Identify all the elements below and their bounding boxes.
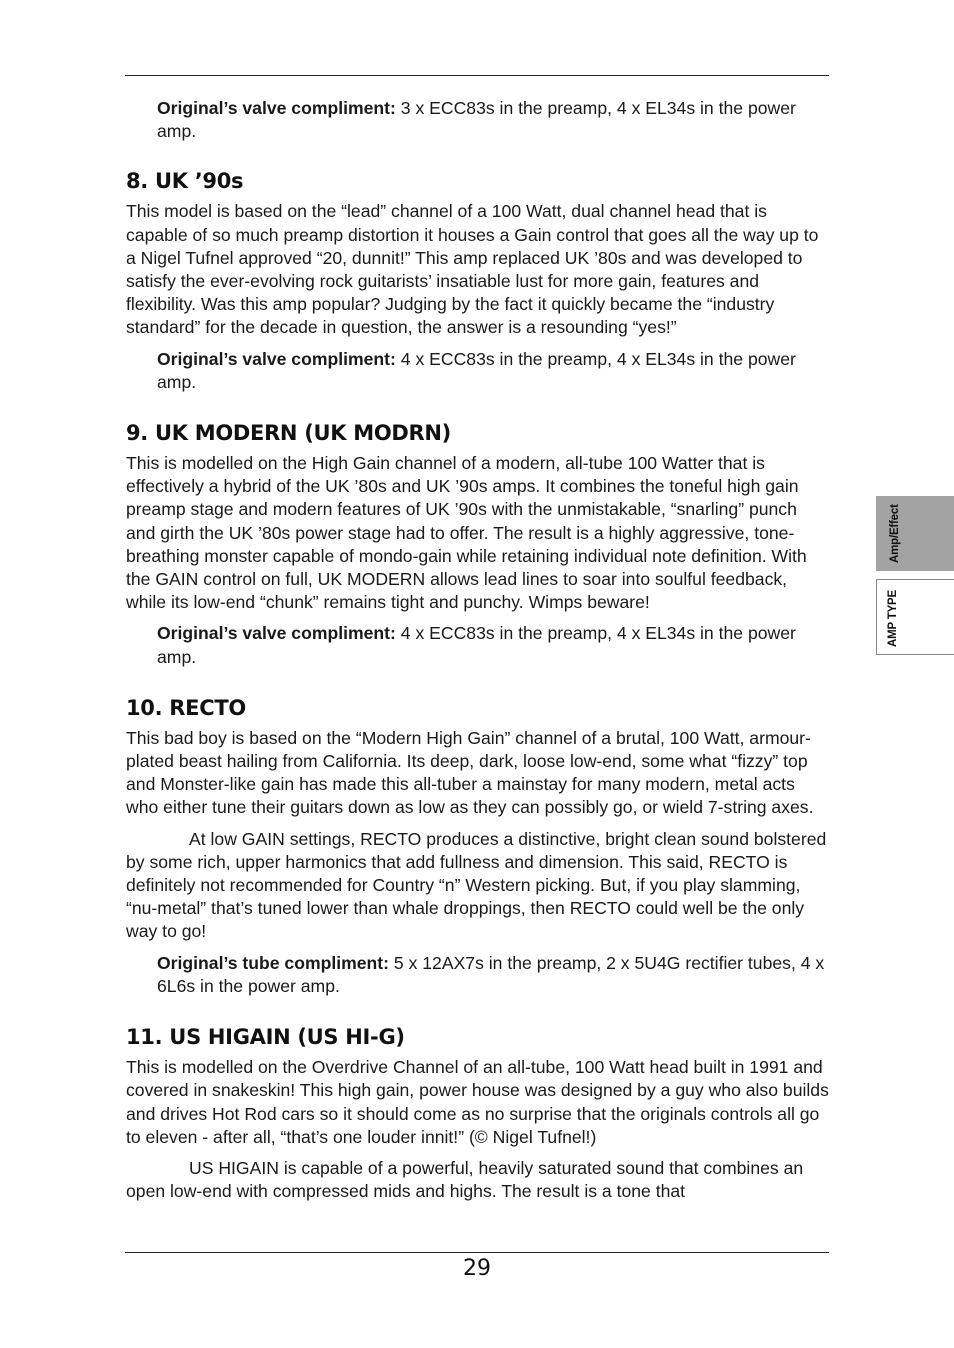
section-10-title: 10. RECTO (126, 695, 246, 720)
top-rule (125, 75, 829, 76)
page-body (126, 97, 830, 1203)
intro-compliment-label: Original’s valve compliment: (157, 98, 396, 118)
section-9-compliment-label: Original’s valve compliment: (157, 623, 396, 644)
section-9-compliment (126, 622, 830, 668)
section-11-title: 11. US HIGAIN (US HI-G) (126, 1025, 405, 1050)
section-9-compliment-text: 4 x ECC83s in the preamp, 4 x EL34s in the power amp. (157, 623, 796, 667)
section-10-body-2: At low GAIN settings, RECTO produces a distinctive, bright clean sound bolstered by some rich, upper harmonics that add fullness and dimension. This said, RECTO is definitely not recommended for Country “n” Western picking. But, if you play slamming, “nu-metal” that’s tuned lower than whale droppings, then RECTO could well be the only way to go! (126, 828, 827, 942)
section-10-compliment (126, 952, 830, 998)
section-10-body: This bad boy is based on the “Modern High Gain” channel of a brutal, 100 Watt, armour-plated beast hailing from California. Its deep, dark, loose low-end, some what “fizzy” top and Monster-like gain has made this all-tuber a mainstay for many modern, metal acts who either tune their guitars down as low as they can possibly go, or wield 7-string axes. (126, 727, 814, 818)
section-8-title: 8. UK ’90s (126, 169, 244, 194)
intro-compliment-text: 3 x ECC83s in the preamp, 4 x EL34s in the power amp. (157, 98, 796, 142)
section-11-body: This is modelled on the Overdrive Channel of an all-tube, 100 Watt head built in 1991 and covered in snakeskin! This high gain, power house was designed by a guy who also builds and drives Hot Rod cars so it should come as no surprise that the originals controls all go to eleven - after all, “that’s one louder innit!” (© Nigel Tufnel!) (126, 1057, 829, 1147)
side-tab-amp-type-label: AMP TYPE (887, 590, 899, 647)
section-8-compliment (126, 348, 830, 394)
side-tab-amp-effect-label: Amp/Effect (889, 504, 901, 563)
section-8-compliment-label: Original’s valve compliment: (157, 348, 396, 369)
bottom-rule (125, 1252, 829, 1253)
page-number: 29 (463, 1256, 491, 1281)
section-9-body: This is modelled on the High Gain channel of a modern, all-tube 100 Watter that is effectively a hybrid of the UK ’80s and UK ’90s amps. It combines the toneful high gain preamp stage and modern features of UK ’90s with the unmistakable, “snarling” punch and girth the UK ’80s power stage had to offer. The result is a highly aggressive, tone-breathing monster capable of mondo-gain while retaining individual note definition. With the GAIN control on full, UK MODERN allows lead lines to soar into soulful feedback, while its low-end “chunk” remains tight and punchy. Wimps beware! (126, 453, 807, 613)
intro-compliment (126, 97, 830, 143)
section-10-compliment-text: 5 x 12AX7s in the preamp, 2 x 5U4G rectifier tubes, 4 x 6L6s in the power amp. (157, 952, 825, 996)
section-10-compliment-label: Original’s tube compliment: (157, 952, 390, 973)
section-9-title: 9. UK MODERN (UK MODRN) (126, 421, 451, 446)
section-8-compliment-text: 4 x ECC83s in the preamp, 4 x EL34s in the power amp. (157, 348, 796, 392)
section-8-body: This model is based on the “lead” channel of a 100 Watt, dual channel head that is capable of so much preamp distortion it houses a Gain control that goes all the way up to a Nigel Tufnel approved “20, dunnit!” This amp replaced UK ’80s and was developed to satisfy the ever-evolving rock guitarists’ insatiable lust for more gain, features and flexibility. Was this amp popular? Judging by the fact it quickly became the “industry standard” for the decade in question, the answer is a resounding “yes!” (126, 201, 819, 338)
side-tab-amp-effect (876, 496, 954, 571)
section-11-body-2: US HIGAIN is capable of a powerful, heavily saturated sound that combines an open low-end with compressed mids and highs. The result is a tone that (126, 1157, 804, 1202)
